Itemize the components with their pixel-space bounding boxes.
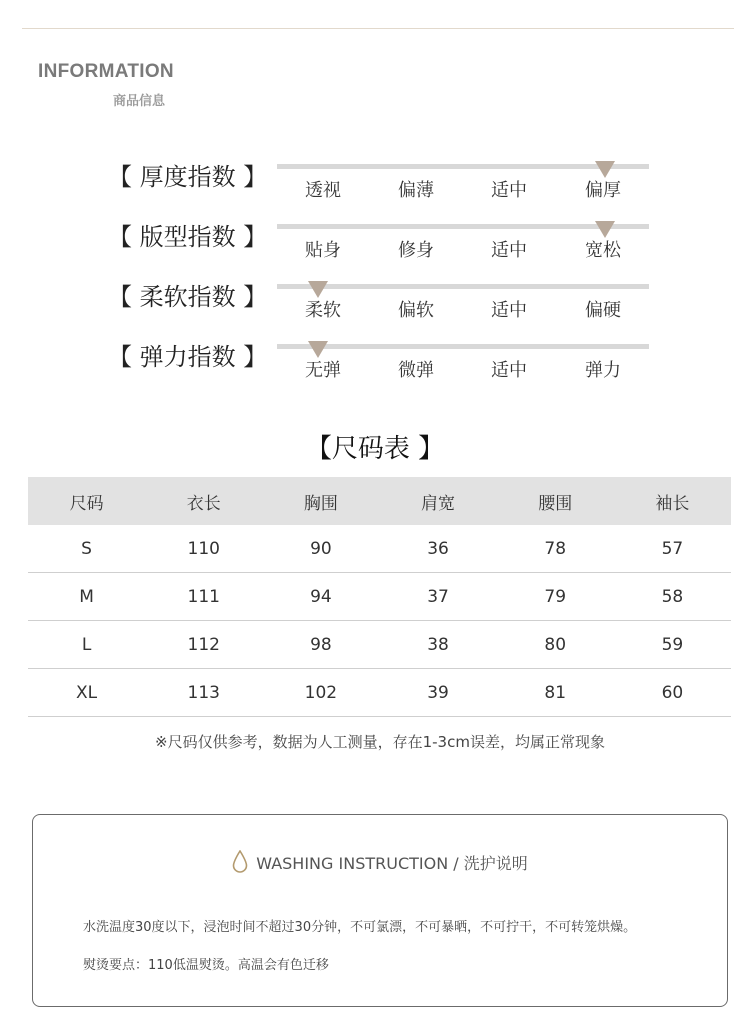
header-cell: 衣长 xyxy=(145,477,262,525)
index-label: 【 弹力指数 】 xyxy=(108,343,268,371)
table-cell: 110 xyxy=(145,525,262,573)
index-option: 适中 xyxy=(491,300,527,321)
info-title: INFORMATION xyxy=(38,61,174,82)
index-row xyxy=(0,337,750,397)
index-scale-bar xyxy=(277,164,649,169)
index-marker-icon xyxy=(308,341,328,358)
table-header-row xyxy=(28,477,731,525)
table-row xyxy=(28,573,731,621)
table-cell: 80 xyxy=(497,621,614,669)
table-row xyxy=(28,669,731,717)
table-cell: 112 xyxy=(145,621,262,669)
index-option: 偏薄 xyxy=(398,180,434,201)
table-cell: 79 xyxy=(497,573,614,621)
table-cell: 111 xyxy=(145,573,262,621)
washing-heading-row xyxy=(33,850,727,874)
index-option: 偏软 xyxy=(398,300,434,321)
index-marker-icon xyxy=(595,221,615,238)
header-cell: 肩宽 xyxy=(379,477,496,525)
header-cell: 腰围 xyxy=(497,477,614,525)
washing-text-2: 熨烫要点：110低温熨烫。高温会有色迁移 xyxy=(83,958,329,973)
table-cell: 60 xyxy=(614,669,731,717)
index-label: 【 版型指数 】 xyxy=(108,223,268,251)
index-option: 无弹 xyxy=(305,360,341,381)
index-row xyxy=(0,277,750,337)
index-option: 适中 xyxy=(491,240,527,261)
washing-instruction-box xyxy=(32,814,728,1007)
table-cell: M xyxy=(28,573,145,621)
top-divider xyxy=(22,28,734,29)
table-cell: 102 xyxy=(262,669,379,717)
index-option: 偏硬 xyxy=(585,300,621,321)
washing-text-1: 水洗温度30度以下，浸泡时间不超过30分钟，不可氯漂，不可暴晒，不可拧干，不可转笼烘燥。 xyxy=(83,920,637,935)
table-cell: 78 xyxy=(497,525,614,573)
index-row xyxy=(0,217,750,277)
index-option: 宽松 xyxy=(585,240,621,261)
table-cell: 39 xyxy=(379,669,496,717)
header-cell: 胸围 xyxy=(262,477,379,525)
table-cell: 94 xyxy=(262,573,379,621)
table-cell: 57 xyxy=(614,525,731,573)
table-cell: 37 xyxy=(379,573,496,621)
table-cell: 90 xyxy=(262,525,379,573)
table-row xyxy=(28,525,731,573)
index-option: 偏厚 xyxy=(585,180,621,201)
index-option: 适中 xyxy=(491,180,527,201)
info-subtitle: 商品信息 xyxy=(113,94,166,109)
index-marker-icon xyxy=(308,281,328,298)
size-chart-title: 【尺码表 】 xyxy=(305,434,445,464)
table-cell: 81 xyxy=(497,669,614,717)
table-cell: 113 xyxy=(145,669,262,717)
index-option: 柔软 xyxy=(305,300,341,321)
index-option: 修身 xyxy=(398,240,434,261)
size-table xyxy=(28,477,731,717)
index-option: 适中 xyxy=(491,360,527,381)
table-cell: S xyxy=(28,525,145,573)
table-cell: 98 xyxy=(262,621,379,669)
index-scale-bar xyxy=(277,344,649,349)
washing-heading: WASHING INSTRUCTION / 洗护说明 xyxy=(256,854,528,873)
index-label: 【 柔软指数 】 xyxy=(108,283,268,311)
table-cell: 59 xyxy=(614,621,731,669)
size-note: ※尺码仅供参考，数据为人工测量，存在1-3cm误差，均属正常现象 xyxy=(155,733,605,751)
index-option: 贴身 xyxy=(305,240,341,261)
table-cell: 58 xyxy=(614,573,731,621)
index-option: 微弹 xyxy=(398,360,434,381)
table-cell: 38 xyxy=(379,621,496,669)
index-scale-bar xyxy=(277,284,649,289)
index-scale-bar xyxy=(277,224,649,229)
table-cell: L xyxy=(28,621,145,669)
table-cell: 36 xyxy=(379,525,496,573)
table-cell: XL xyxy=(28,669,145,717)
table-row xyxy=(28,621,731,669)
water-drop-icon xyxy=(232,850,248,874)
header-cell: 袖长 xyxy=(614,477,731,525)
index-row xyxy=(0,157,750,217)
header-cell: 尺码 xyxy=(28,477,145,525)
index-label: 【 厚度指数 】 xyxy=(108,163,268,191)
index-option: 透视 xyxy=(305,180,341,201)
index-option: 弹力 xyxy=(585,360,621,381)
index-marker-icon xyxy=(595,161,615,178)
